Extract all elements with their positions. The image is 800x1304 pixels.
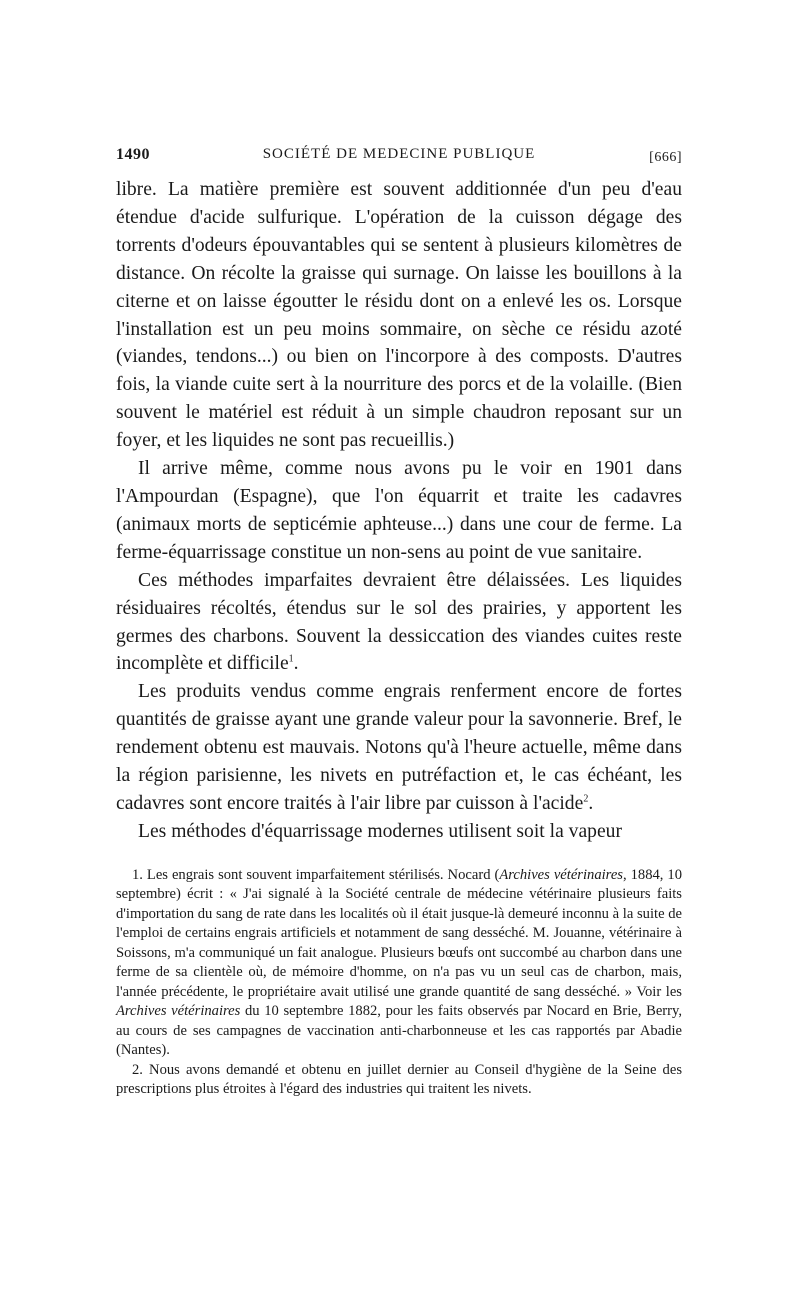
footnote-1-part-b: , 1884, 10 septembre) écrit : « J'ai signalé à la Société centrale de médecine vétérinaire plusieurs faits d'importation du sang de rate dans les localités où il était jusque-là demeuré inconnu à la suite de l'emploi de certains engrais artificiels et notamment de sang desséché. M. Jouanne, vétérinaire à Soissons, m'a communiqué un fait analogue. Plusieurs bœufs ont succombé au charbon dans une ferme de sa clientèle où, de mémoire d'homme, on n'a pas vu un seul cas de charbon, mais, l'année précédente, le propriétaire avait utilisé une grande quantité de sang desséché. » Voir les: [116, 866, 683, 1000]
footnote-marker-2: 2: [583, 793, 589, 805]
paragraph-4-end: .: [588, 792, 594, 814]
footnote-1-part-c: du 10 septembre 1882, pour les faits observés par Nocard en Brie, Berry, au cours de ses campagnes de vaccination anti-charbonneuse et les cas rapportés par Abadie (Nantes).: [116, 1003, 683, 1059]
footnote-1-journal-2: Archives vétérinaires: [116, 1003, 241, 1020]
footnote-marker-1: 1: [288, 653, 294, 665]
paragraph-3-end: .: [293, 653, 299, 675]
paragraph-4-text: Les produits vendus comme engrais renferment encore de fortes quantités de graisse ayant une grande valeur pour la savonnerie. Bref, le rendement obtenu est mauvais. Notons qu'à l'heure actuelle, même dans la région parisienne, les nivets en putréfaction et, le cas échéant, les cadavres sont encore traités à l'air libre par cuisson à l'acide: [116, 681, 682, 814]
paragraph-3-text: Ces méthodes imparfaites devraient être délaissées. Les liquides résiduaires récoltés, étendus sur le sol des prairies, y apportent les germes des charbons. Souvent la dessiccation des viandes cuites reste incomplète et difficile: [116, 569, 682, 675]
running-head: SOCIÉTÉ DE MEDECINE PUBLIQUE: [262, 146, 536, 162]
bracket-reference: [666]: [649, 150, 682, 165]
paragraph-5: Les méthodes d'équarrissage modernes utilisent soit la vapeur: [138, 820, 622, 842]
book-page: [116, 140, 682, 1100]
footnote-2: 2. Nous avons demandé et obtenu en juillet dernier au Conseil d'hygiène de la Seine des prescriptions plus étroites à l'égard des industries qui traitent les nivets.: [116, 1061, 682, 1098]
paragraph-2: Il arrive même, comme nous avons pu le voir en 1901 dans l'Ampourdan (Espagne), que l'on équarrit et traite les cadavres (animaux morts de septicémie aphteuse...) dans une cour de ferme. La ferme-équarrissage constitue un non-sens au point de vue sanitaire.: [116, 458, 682, 563]
paragraph-1: libre. La matière première est souvent additionnée d'un peu d'eau étendue d'acide sulfurique. L'opération de la cuisson dégage des torrents d'odeurs épouvantables qui se sentent à plusieurs kilomètres de distance. On récolte la graisse qui surnage. On laisse les bouillons à la citerne et on laisse égoutter le résidu dont on a enlevé les os. Lorsque l'installation est un peu moins sommaire, on sèche ce résidu azoté (viandes, tendons...) ou bien on l'incorpore à des composts. D'autres fois, la viande cuite sert à la nourriture des porcs et de la volaille. (Bien souvent le matériel est réduit à un simple chaudron reposant sur un foyer, et les liquides ne sont pas recueillis.): [116, 179, 682, 452]
footnote-1: [116, 866, 682, 1061]
page-number: 1490: [116, 146, 150, 163]
main-text: [116, 176, 682, 846]
paragraph-4: [116, 678, 682, 818]
page-header: [116, 140, 682, 170]
footnote-1-part-a: 1. Les engrais sont souvent imparfaitement stérilisés. Nocard (: [132, 866, 500, 883]
footnotes: [116, 866, 682, 1100]
paragraph-3: [116, 567, 682, 679]
footnote-1-journal-1: Archives vétérinaires: [499, 866, 623, 883]
